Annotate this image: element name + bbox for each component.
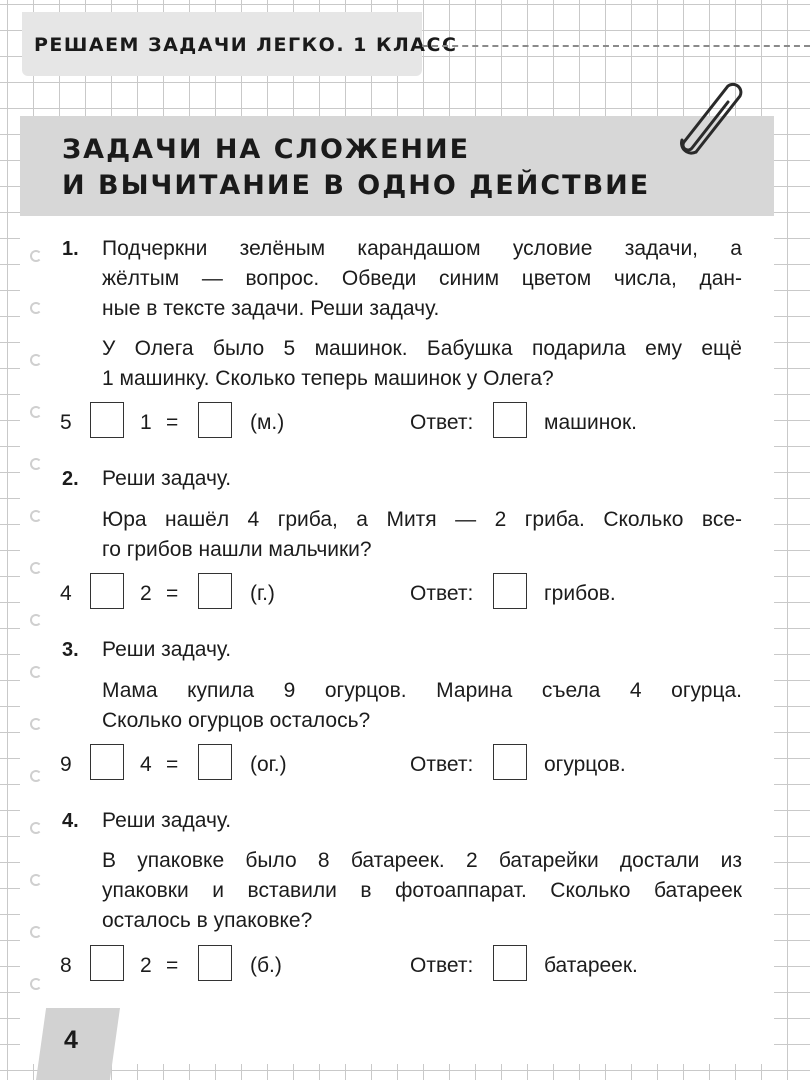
binder-hole-icon [30, 614, 42, 626]
task-2-answer-word: грибов. [544, 582, 616, 605]
task-3-number: 3. [62, 639, 79, 661]
binder-hole-icon [30, 250, 42, 262]
binder-hole-icon [30, 562, 42, 574]
task-3-problem [102, 676, 742, 736]
task-1-problem-line: У Олега было 5 машинок. Бабушка подарила ему ещё [102, 337, 742, 360]
task-4-answer-label: Ответ: [410, 954, 474, 977]
section-title-band [20, 116, 774, 216]
task-1-equals: = [166, 411, 179, 434]
task-3-operand-a: 9 [60, 753, 72, 776]
section-title-line-1: ЗАДАЧИ НА СЛОЖЕНИЕ [62, 134, 471, 165]
binder-hole-icon [30, 666, 42, 678]
task-4-problem-line: осталось в упаковке? [102, 909, 313, 932]
task-1-instruction-line: жёлтым — вопрос. Обведи синим цветом числа, дан- [102, 267, 742, 290]
task-3-instruction-line: Реши задачу. [102, 638, 232, 661]
task-3-equals: = [166, 753, 179, 776]
task-4-operator-box[interactable] [90, 945, 124, 981]
task-2-operator-box[interactable] [90, 573, 124, 609]
task-4-result-box[interactable] [198, 945, 232, 981]
task-2-instruction-line: Реши задачу. [102, 467, 232, 490]
task-3-problem-line: Сколько огурцов осталось? [102, 709, 371, 732]
task-3-problem-line: Мама купила 9 огурцов. Марина съела 4 огурца. [102, 679, 742, 702]
task-2-number: 2. [62, 468, 79, 490]
task-1-problem-line: 1 машинку. Сколько теперь машинок у Олега? [102, 367, 554, 390]
page-number-badge [36, 1008, 120, 1080]
task-1-operand-b: 1 [140, 411, 152, 434]
binder-hole-icon [30, 874, 42, 886]
binder-hole-icon [30, 926, 42, 938]
task-1-answer-word: машинок. [544, 411, 637, 434]
binder-hole-icon [30, 822, 42, 834]
task-1-answer-label: Ответ: [410, 411, 474, 434]
task-3-unit: (ог.) [250, 753, 287, 776]
task-4-operand-a: 8 [60, 954, 72, 977]
task-2-equals: = [166, 582, 179, 605]
binder-hole-icon [30, 302, 42, 314]
binder-hole-icon [30, 770, 42, 782]
task-4-problem [102, 846, 742, 936]
task-4-answer-box[interactable] [493, 945, 527, 981]
task-1-instruction-line: ные в тексте задачи. Реши задачу. [102, 297, 440, 320]
task-4-equals: = [166, 954, 179, 977]
binder-hole-icon [30, 406, 42, 418]
task-2-problem-line: Юра нашёл 4 гриба, а Митя — 2 гриба. Сколько все- [102, 508, 742, 531]
task-1-instruction [102, 234, 742, 324]
task-3-answer-box[interactable] [493, 744, 527, 780]
task-1-operand-a: 5 [60, 411, 72, 434]
task-3-operand-b: 4 [140, 753, 152, 776]
task-4-instruction [102, 806, 742, 836]
task-1-answer-box[interactable] [493, 402, 527, 438]
task-2-result-box[interactable] [198, 573, 232, 609]
task-2-answer-box[interactable] [493, 573, 527, 609]
task-4-answer-word: батареек. [544, 954, 638, 977]
task-4-problem-line: В упаковке было 8 батареек. 2 батарейки достали из [102, 849, 742, 872]
page-number: 4 [64, 1026, 78, 1054]
binder-hole-icon [30, 510, 42, 522]
task-3-instruction [102, 635, 742, 665]
task-3-answer-label: Ответ: [410, 753, 474, 776]
task-2-operand-b: 2 [140, 582, 152, 605]
section-title-line-2: И ВЫЧИТАНИЕ В ОДНО ДЕЙСТВИЕ [62, 170, 651, 201]
task-2-problem-line: го грибов нашли мальчики? [102, 538, 372, 561]
task-3-result-box[interactable] [198, 744, 232, 780]
book-title: РЕШАЕМ ЗАДАЧИ ЛЕГКО. 1 КЛАСС [34, 34, 458, 56]
binder-hole-icon [30, 718, 42, 730]
paperclip-icon [676, 82, 752, 156]
task-1-unit: (м.) [250, 411, 285, 434]
task-2-answer-label: Ответ: [410, 582, 474, 605]
task-2-operand-a: 4 [60, 582, 72, 605]
task-4-operand-b: 2 [140, 954, 152, 977]
header-divider [422, 45, 810, 47]
task-1-operator-box[interactable] [90, 402, 124, 438]
task-1-problem [102, 334, 742, 394]
binder-hole-icon [30, 354, 42, 366]
task-3-answer-word: огурцов. [544, 753, 626, 776]
task-2-instruction [102, 464, 742, 494]
task-4-instruction-line: Реши задачу. [102, 809, 232, 832]
task-4-unit: (б.) [250, 954, 282, 977]
task-2-problem [102, 505, 742, 565]
task-1-result-box[interactable] [198, 402, 232, 438]
binder-hole-icon [30, 458, 42, 470]
task-1-number: 1. [62, 238, 79, 260]
task-4-problem-line: упаковки и вставили в фотоаппарат. Сколько батареек [102, 879, 742, 902]
task-4-number: 4. [62, 810, 79, 832]
binder-hole-icon [30, 978, 42, 990]
task-3-operator-box[interactable] [90, 744, 124, 780]
task-2-unit: (г.) [250, 582, 275, 605]
task-1-instruction-line: Подчеркни зелёным карандашом условие задачи, а [102, 237, 742, 260]
